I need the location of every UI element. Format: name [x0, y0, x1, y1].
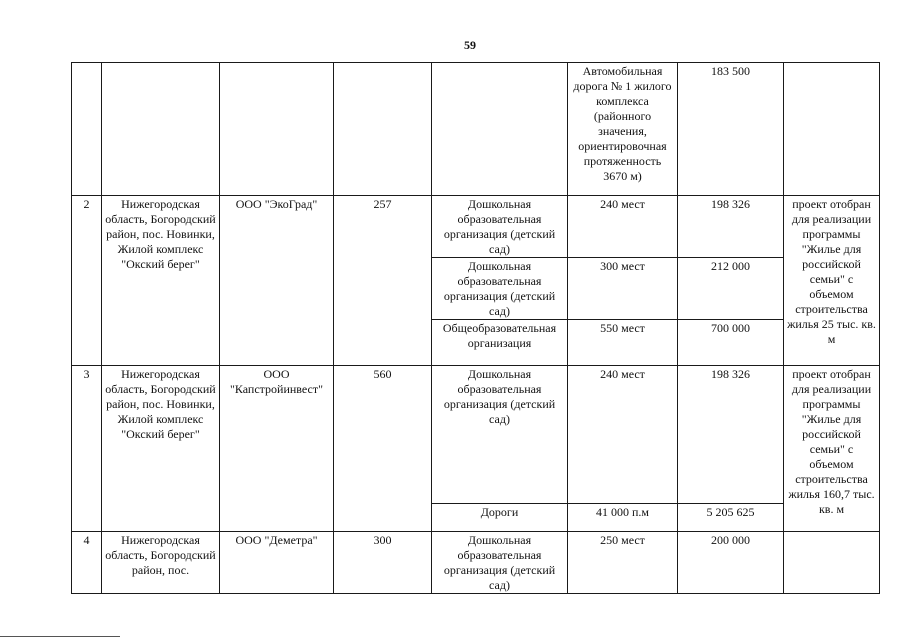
row-number-cell: [72, 63, 102, 196]
cost-cell: 212 000: [678, 258, 784, 320]
value-cell: 560: [334, 366, 432, 532]
note-cell: [784, 63, 880, 196]
program-table: [71, 62, 880, 594]
cost-cell: 198 326: [678, 366, 784, 504]
cost-cell: 198 326: [678, 196, 784, 258]
table-row: [72, 366, 880, 504]
table-row: [72, 196, 880, 258]
object-name-cell: [432, 63, 568, 196]
table-row: [72, 63, 880, 196]
capacity-cell: 300 мест: [568, 258, 678, 320]
table-row: [72, 532, 880, 594]
note-cell: проект отобран для реализации программы "Жилье для российской семьи" с объемом строительства жилья 160,7 тыс. кв. м: [784, 366, 880, 532]
object-name-cell: Дороги: [432, 504, 568, 532]
cost-cell: 183 500: [678, 63, 784, 196]
company-cell: ООО "Деметра": [220, 532, 334, 594]
company-cell: ООО "Капстройинвест": [220, 366, 334, 532]
value-cell: 300: [334, 532, 432, 594]
note-cell: проект отобран для реализации программы "Жилье для российской семьи" с объемом строительства жилья 25 тыс. кв. м: [784, 196, 880, 366]
capacity-cell: 250 мест: [568, 532, 678, 594]
object-name-cell: Дошкольная образовательная организация (детский сад): [432, 258, 568, 320]
capacity-cell: 240 мест: [568, 366, 678, 504]
location-cell: [102, 63, 220, 196]
value-cell: [334, 63, 432, 196]
cost-cell: 5 205 625: [678, 504, 784, 532]
capacity-cell: 550 мест: [568, 320, 678, 366]
object-name-cell: Автомобильная дорога № 1 жилого комплекса (районного значения, ориентировочная протяженность 3670 м): [568, 63, 678, 196]
note-cell: [784, 532, 880, 594]
location-cell: Нижегородская область, Богородский район, пос. Новинки, Жилой комплекс "Окский берег": [102, 196, 220, 366]
page-number: 59: [464, 38, 476, 52]
value-cell: 257: [334, 196, 432, 366]
capacity-cell: 240 мест: [568, 196, 678, 258]
cost-cell: 200 000: [678, 532, 784, 594]
object-name-cell: Дошкольная образовательная организация (детский сад): [432, 532, 568, 594]
row-number-cell: 3: [72, 366, 102, 532]
object-name-cell: Общеобразовательная организация: [432, 320, 568, 366]
company-cell: [220, 63, 334, 196]
row-number-cell: 4: [72, 532, 102, 594]
row-number-cell: 2: [72, 196, 102, 366]
location-cell: Нижегородская область, Богородский район, пос. Новинки, Жилой комплекс "Окский берег": [102, 366, 220, 532]
cost-cell: 700 000: [678, 320, 784, 366]
location-cell: Нижегородская область, Богородский район, пос.: [102, 532, 220, 594]
capacity-cell: 41 000 п.м: [568, 504, 678, 532]
object-name-cell: Дошкольная образовательная организация (детский сад): [432, 366, 568, 504]
company-cell: ООО "ЭкоГрад": [220, 196, 334, 366]
footer-divider: [0, 636, 120, 637]
object-name-cell: Дошкольная образовательная организация (детский сад): [432, 196, 568, 258]
